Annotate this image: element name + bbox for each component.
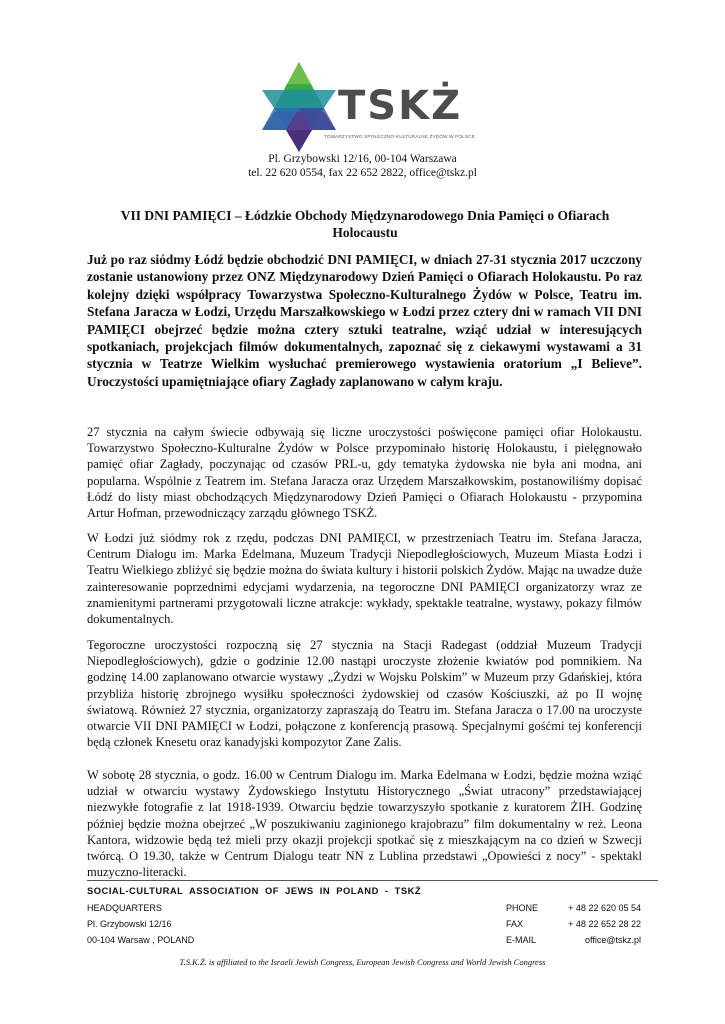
body-paragraph: W Łodzi już siódmy rok z rzędu, podczas DNI PAMIĘCI, w przestrzeniach Teatru im. Stefana Jaracza, Centrum Dialogu im. Marka Edelmana, Muzeum Tradycji Niepodległościowych, Muzeum Miasta Łodzi i Teatru Wielkiego zbliżyć się będzie można do świata kultury i historii polskich Żydów. Mając na uwadze duże zainteresowanie poprzednimi edycjami wydarzenia, na tegoroczne DNI PAMIĘCI organizatorzy wraz ze znamienitymi partnerami przygotowali liczne atrakcje: wykłady, spektakle teatralne, wystawy, pokazy filmów dokumentalnych.	[87, 531, 642, 627]
footer-phone-value: + 48 22 620 05 54	[568, 903, 641, 913]
tskz-logo	[254, 60, 494, 155]
footer-headquarters: HEADQUARTERS	[87, 903, 162, 913]
header-contact: tel. 22 620 0554, fax 22 652 2822, office@tskz.pl	[248, 167, 477, 179]
star-of-david-icon	[254, 60, 344, 155]
lead-paragraph: Już po raz siódmy Łódź będzie obchodzić DNI PAMIĘCI, w dniach 27-31 stycznia 2017 uczczony zostanie ustanowiony przez ONZ Międzynarodowy Dzień Pamięci o Ofiarach Holokaustu. Po raz kolejny dzięki współpracy Towarzystwa Społeczno-Kulturalnego Żydów w Polsce, Teatru im. Stefana Jaracza w Łodzi, Urzędu Marszałkowskiego w Łodzi przez cztery dni w ramach VII DNI PAMIĘCI obejrzeć będzie można cztery sztuki teatralne, wziąć udział w interesujących spotkaniach, projekcjach filmów dokumentalnych, zapoznać się z ciekawymi wystawami a 31 stycznia w Teatrze Wielkim wysłuchać premierowego wystawienia oratorium „I Believe”. Uroczystości upamiętniające ofiary Zagłady zaplanowano w całym kraju.	[87, 252, 642, 389]
logo-subtitle: TOWARZYSTWO SPOŁECZNO-KULTURALNE ŻYDÓW W POLSCE	[324, 134, 475, 139]
footer-street: Pl. Grzybowski 12/16	[87, 919, 172, 929]
body-paragraph: Tegoroczne uroczystości rozpoczną się 27 stycznia na Stacji Radegast (oddział Muzeum Tradycji Niepodległościowych), gdzie o godzinie 12.00 nastąpi uroczyste złożenie kwiatów pod pomnikiem. Na godzinę 14.00 zaplanowano otwarcie wystawy „Żydzi w Wojsku Polskim” w Muzeum przy Gdańskiej, która przybliża historię zbrojnego wysiłku społeczności żydowskiej od czasów Kościuszki, aż po II wojnę światową. Również 27 stycznia, organizatorzy zapraszają do Teatru im. Stefana Jaracza o 17.00 na uroczyste otwarcie VII DNI PAMIĘCI w Łodzi, połączone z konferencją prasową. Specjalnymi gośćmi tej konferencji będą członek Knesetu oraz kanadyjski kompozytor Zane Zalis.	[87, 638, 642, 750]
document-title: VII DNI PAMIĘCI – Łódzkie Obchody Międzynarodowego Dnia Pamięci o Ofiarach Holocaustu	[120, 208, 610, 240]
footer-fax-value: + 48 22 652 28 22	[568, 919, 641, 929]
footer-divider	[87, 880, 658, 881]
footer-org-name: SOCIAL-CULTURAL ASSOCIATION OF JEWS IN POLAND - TSKŻ	[87, 885, 422, 896]
body-paragraph: W sobotę 28 stycznia, o godz. 16.00 w Centrum Dialogu im. Marka Edelmana w Łodzi, będzie można wziąć udział w otwarciu wystawy Żydowskiego Instytutu Historycznego „Świat utracony” przedstawiającej niezwykłe fotografie z lat 1918-1939. Otwarciu będzie towarzyszyło spotkanie z kuratorem ŻIH. Godzinę później będzie można obejrzeć „W poszukiwaniu zaginionego krajobrazu” film dokumentalny w reż. Leona Kantora, widzowie będą też mieli przy okazji projekcji spotkać się z mieszkającym na co dzień w Szwecji twórcą. O 19.30, także w Centrum Dialogu teatr NN z Lublina przedstawi „Opowieści z nocy” - spektakl muzyczno-literacki.	[87, 768, 642, 880]
header-address: Pl. Grzybowski 12/16, 00-104 Warszawa	[268, 153, 457, 165]
body-paragraph: 27 stycznia na całym świecie odbywają się liczne uroczystości poświęcone pamięci ofiar Holokaustu. Towarzystwo Społeczno-Kulturalne Żydów w Polsce przypominało historię Holokaustu, i pielęgnowało pamięć ofiar Zagłady, poczynając od czasów PRL-u, gdy tematyka żydowska nie była ani modna, ani popularna. Wspólnie z Teatrem im. Stefana Jaracza oraz Urzędem Marszałkowskim, postanowiliśmy dopisać Łódź do listy miast obchodzących Międzynarodowy Dzień Pamięci o Ofiarach Holokaustu - przypomina Artur Hofman, przewodniczący zarządu głównego TSKŻ.	[87, 425, 642, 521]
footer-city: 00-104 Warsaw , POLAND	[87, 935, 195, 945]
logo-wordmark: TSKŻ	[338, 83, 463, 129]
footer-email-value[interactable]: office@tskz.pl	[585, 935, 641, 945]
footer-phone-label: PHONE	[506, 903, 539, 913]
footer-affiliation: T.S.K.Ż. is affiliated to the Israeli Jewish Congress, European Jewish Congress and World Jewish Congress	[179, 957, 546, 967]
footer-email-label: E-MAIL	[506, 935, 537, 945]
footer-fax-label: FAX	[506, 919, 524, 929]
